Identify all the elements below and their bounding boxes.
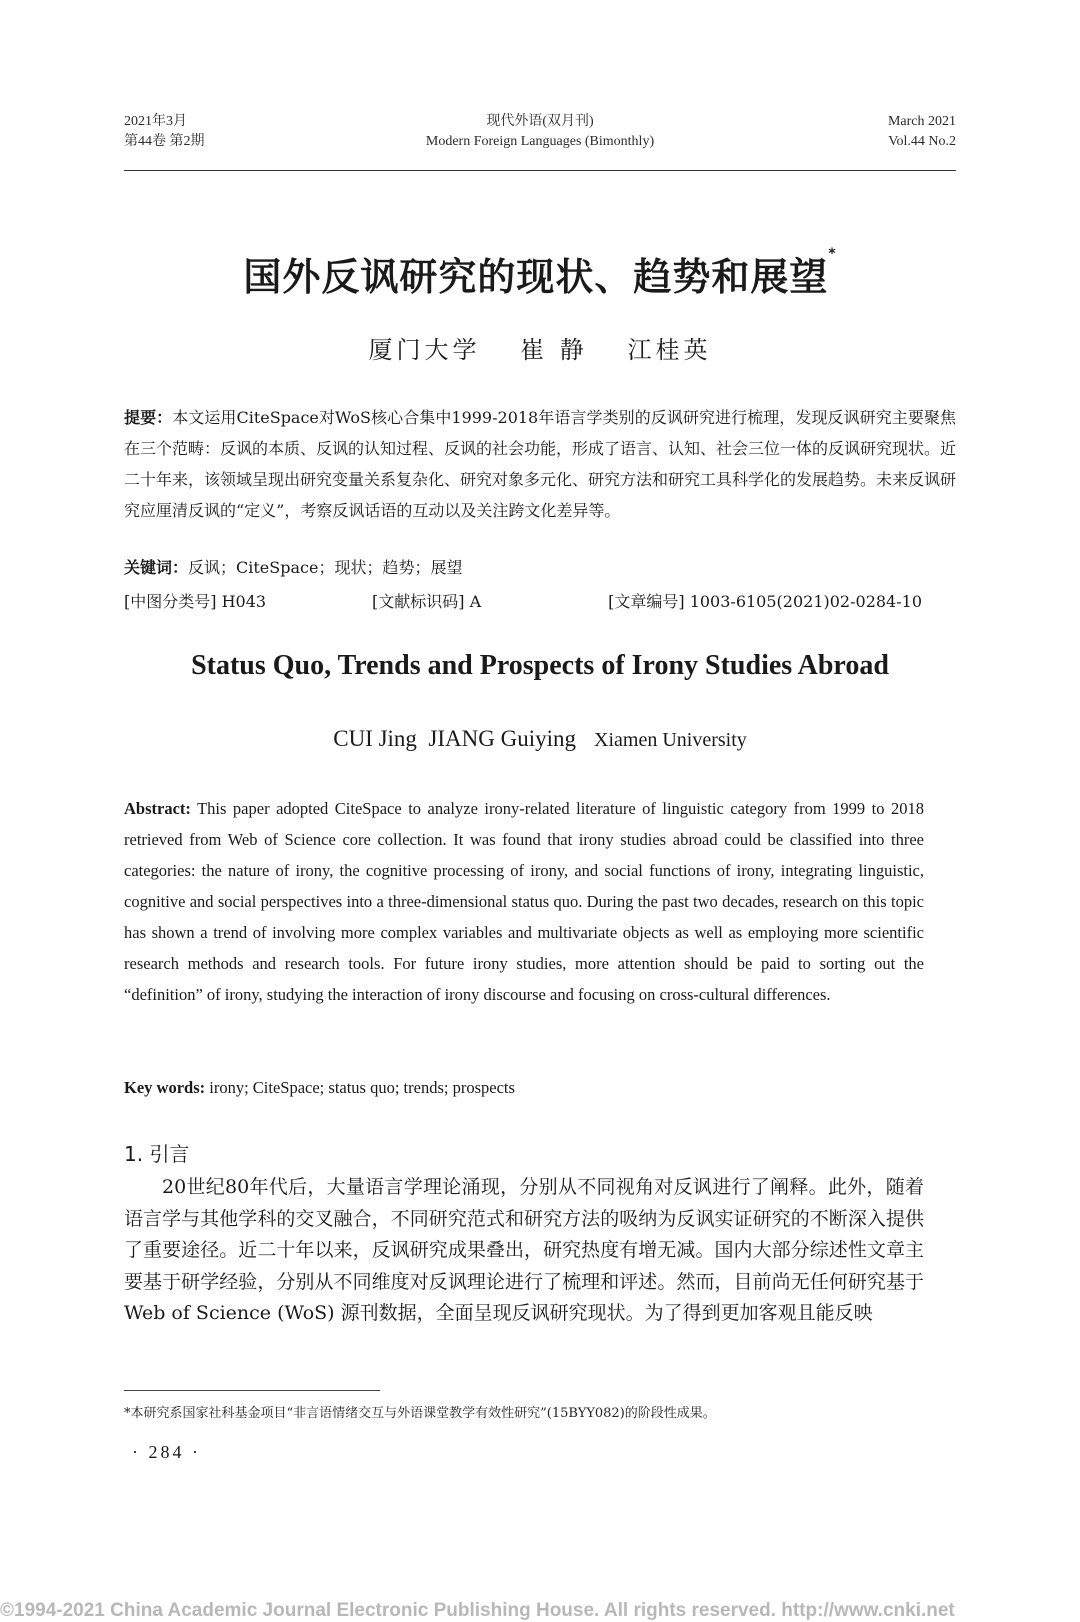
affiliation-en: Xiamen University: [594, 729, 747, 751]
abstract-zh-text: 本文运用CiteSpace对WoS核心合集中1999-2018年语言学类别的反讽研究进行梳理，发现反讽研究主要聚焦在三个范畴：反讽的本质、反讽的认知过程、反讽的社会功能，形成了语言、认知、社会三位一体的反讽研究现状。近二十年来，该领域呈现出研究变量关系复杂化、研究对象多元化、研究方法和研究工具科学化的发展趋势。未来反讽研究应厘清反讽的“定义”，考察反讽话语的互动以及关注跨文化差异等。: [124, 408, 957, 520]
keywords-zh-text: 反讽；CiteSpace；现状；趋势；展望: [188, 558, 463, 577]
journal-name-en: Modern Foreign Languages (Bimonthly): [425, 134, 655, 149]
clc-number: [中图分类号] H043: [124, 592, 267, 611]
abstract-zh: [124, 402, 956, 526]
footnote: *本研究系国家社科基金项目“非言语情绪交互与外语课堂教学有效性研究”(15BYY082)的阶段性成果。: [124, 1406, 716, 1421]
abstract-zh-label: 提要：: [124, 408, 173, 427]
title-footnote-mark: *: [828, 246, 837, 262]
abstract-en-text: This paper adopted CiteSpace to analyze irony-related literature of linguistic category from 1999 to 2018 retrieved from Web of Science core collection. It was found that irony studies abroad could be classified into three categories: the nature of irony, the cognitive processing of irony, and social functions of irony, integrating linguistic, cognitive and social perspectives into a three-dimensional status quo. During the past two decades, research on this topic has shown a trend of involving more complex variables and multivariate objects as well as employing more scientific research methods and research tools. For future irony studies, more attention should be paid to sorting out the “definition” of irony, studying the interaction of irony discourse and focusing on cross-cultural differences.: [124, 799, 924, 1004]
footnote-divider: [124, 1390, 380, 1391]
keywords-zh-label: 关键词：: [124, 558, 189, 577]
keywords-zh: [124, 556, 956, 580]
copyright-watermark: ©1994-2021 China Academic Journal Electronic Publishing House. All rights reserved. http://www.cnki.net: [0, 1600, 955, 1621]
header-date-zh: 2021年3月: [124, 114, 187, 129]
article-title-en: Status Quo, Trends and Prospects of Irony Studies Abroad: [191, 650, 889, 681]
body-paragraph: 20世纪80年代后，大量语言学理论涌现，分别从不同视角对反讽进行了阐释。此外，随着语言学与其他学科的交叉融合，不同研究范式和研究方法的吸纳为反讽实证研究的不断深入提供了重要途径。近二十年以来，反讽研究成果叠出，研究热度有增无减。国内大部分综述性文章主要基于研学经验，分别从不同维度对反讽理论进行了梳理和评述。然而，目前尚无任何研究基于Web of Science (WoS) 源刊数据，全面呈现反讽研究现状。为了得到更加客观且能反映: [124, 1176, 924, 1324]
authors-en: [0, 726, 1080, 752]
document-code: [文献标识码] A: [372, 592, 482, 611]
journal-name-zh: 现代外语(双月刊): [486, 114, 594, 129]
header-journal-name: [124, 112, 956, 152]
header-issue-en: [888, 112, 956, 152]
keywords-en-label: Key words:: [124, 1078, 206, 1097]
keywords-en: [124, 1075, 924, 1101]
title-zh-text: 国外反讽研究的现状、趋势和展望: [243, 255, 829, 299]
header-divider: [124, 170, 956, 171]
authors-zh: [0, 330, 1080, 365]
keywords-en-text: irony; CiteSpace; status quo; trends; prospects: [205, 1078, 515, 1097]
author-names-en: CUI Jing JIANG Guiying: [333, 726, 577, 751]
header-volume-zh: 第44卷 第2期: [124, 134, 205, 149]
header-volume-en: Vol.44 No.2: [888, 134, 956, 149]
page-number: · 284 ·: [132, 1442, 201, 1462]
author-name-2-zh: 江桂英: [627, 336, 712, 364]
author-name-1-zh: 崔 静: [520, 336, 588, 364]
header-date-en: March 2021: [887, 114, 956, 129]
affiliation-zh: 厦门大学: [368, 336, 481, 364]
article-title-zh: [0, 246, 1080, 301]
article-number: [文章编号] 1003-6105(2021)02-0284-10: [608, 592, 922, 611]
abstract-en-label: Abstract:: [124, 799, 191, 818]
section-heading: 1. 引言: [124, 1142, 190, 1166]
running-header: [124, 112, 956, 156]
classification-row: [124, 590, 956, 614]
abstract-en: [124, 793, 924, 1010]
